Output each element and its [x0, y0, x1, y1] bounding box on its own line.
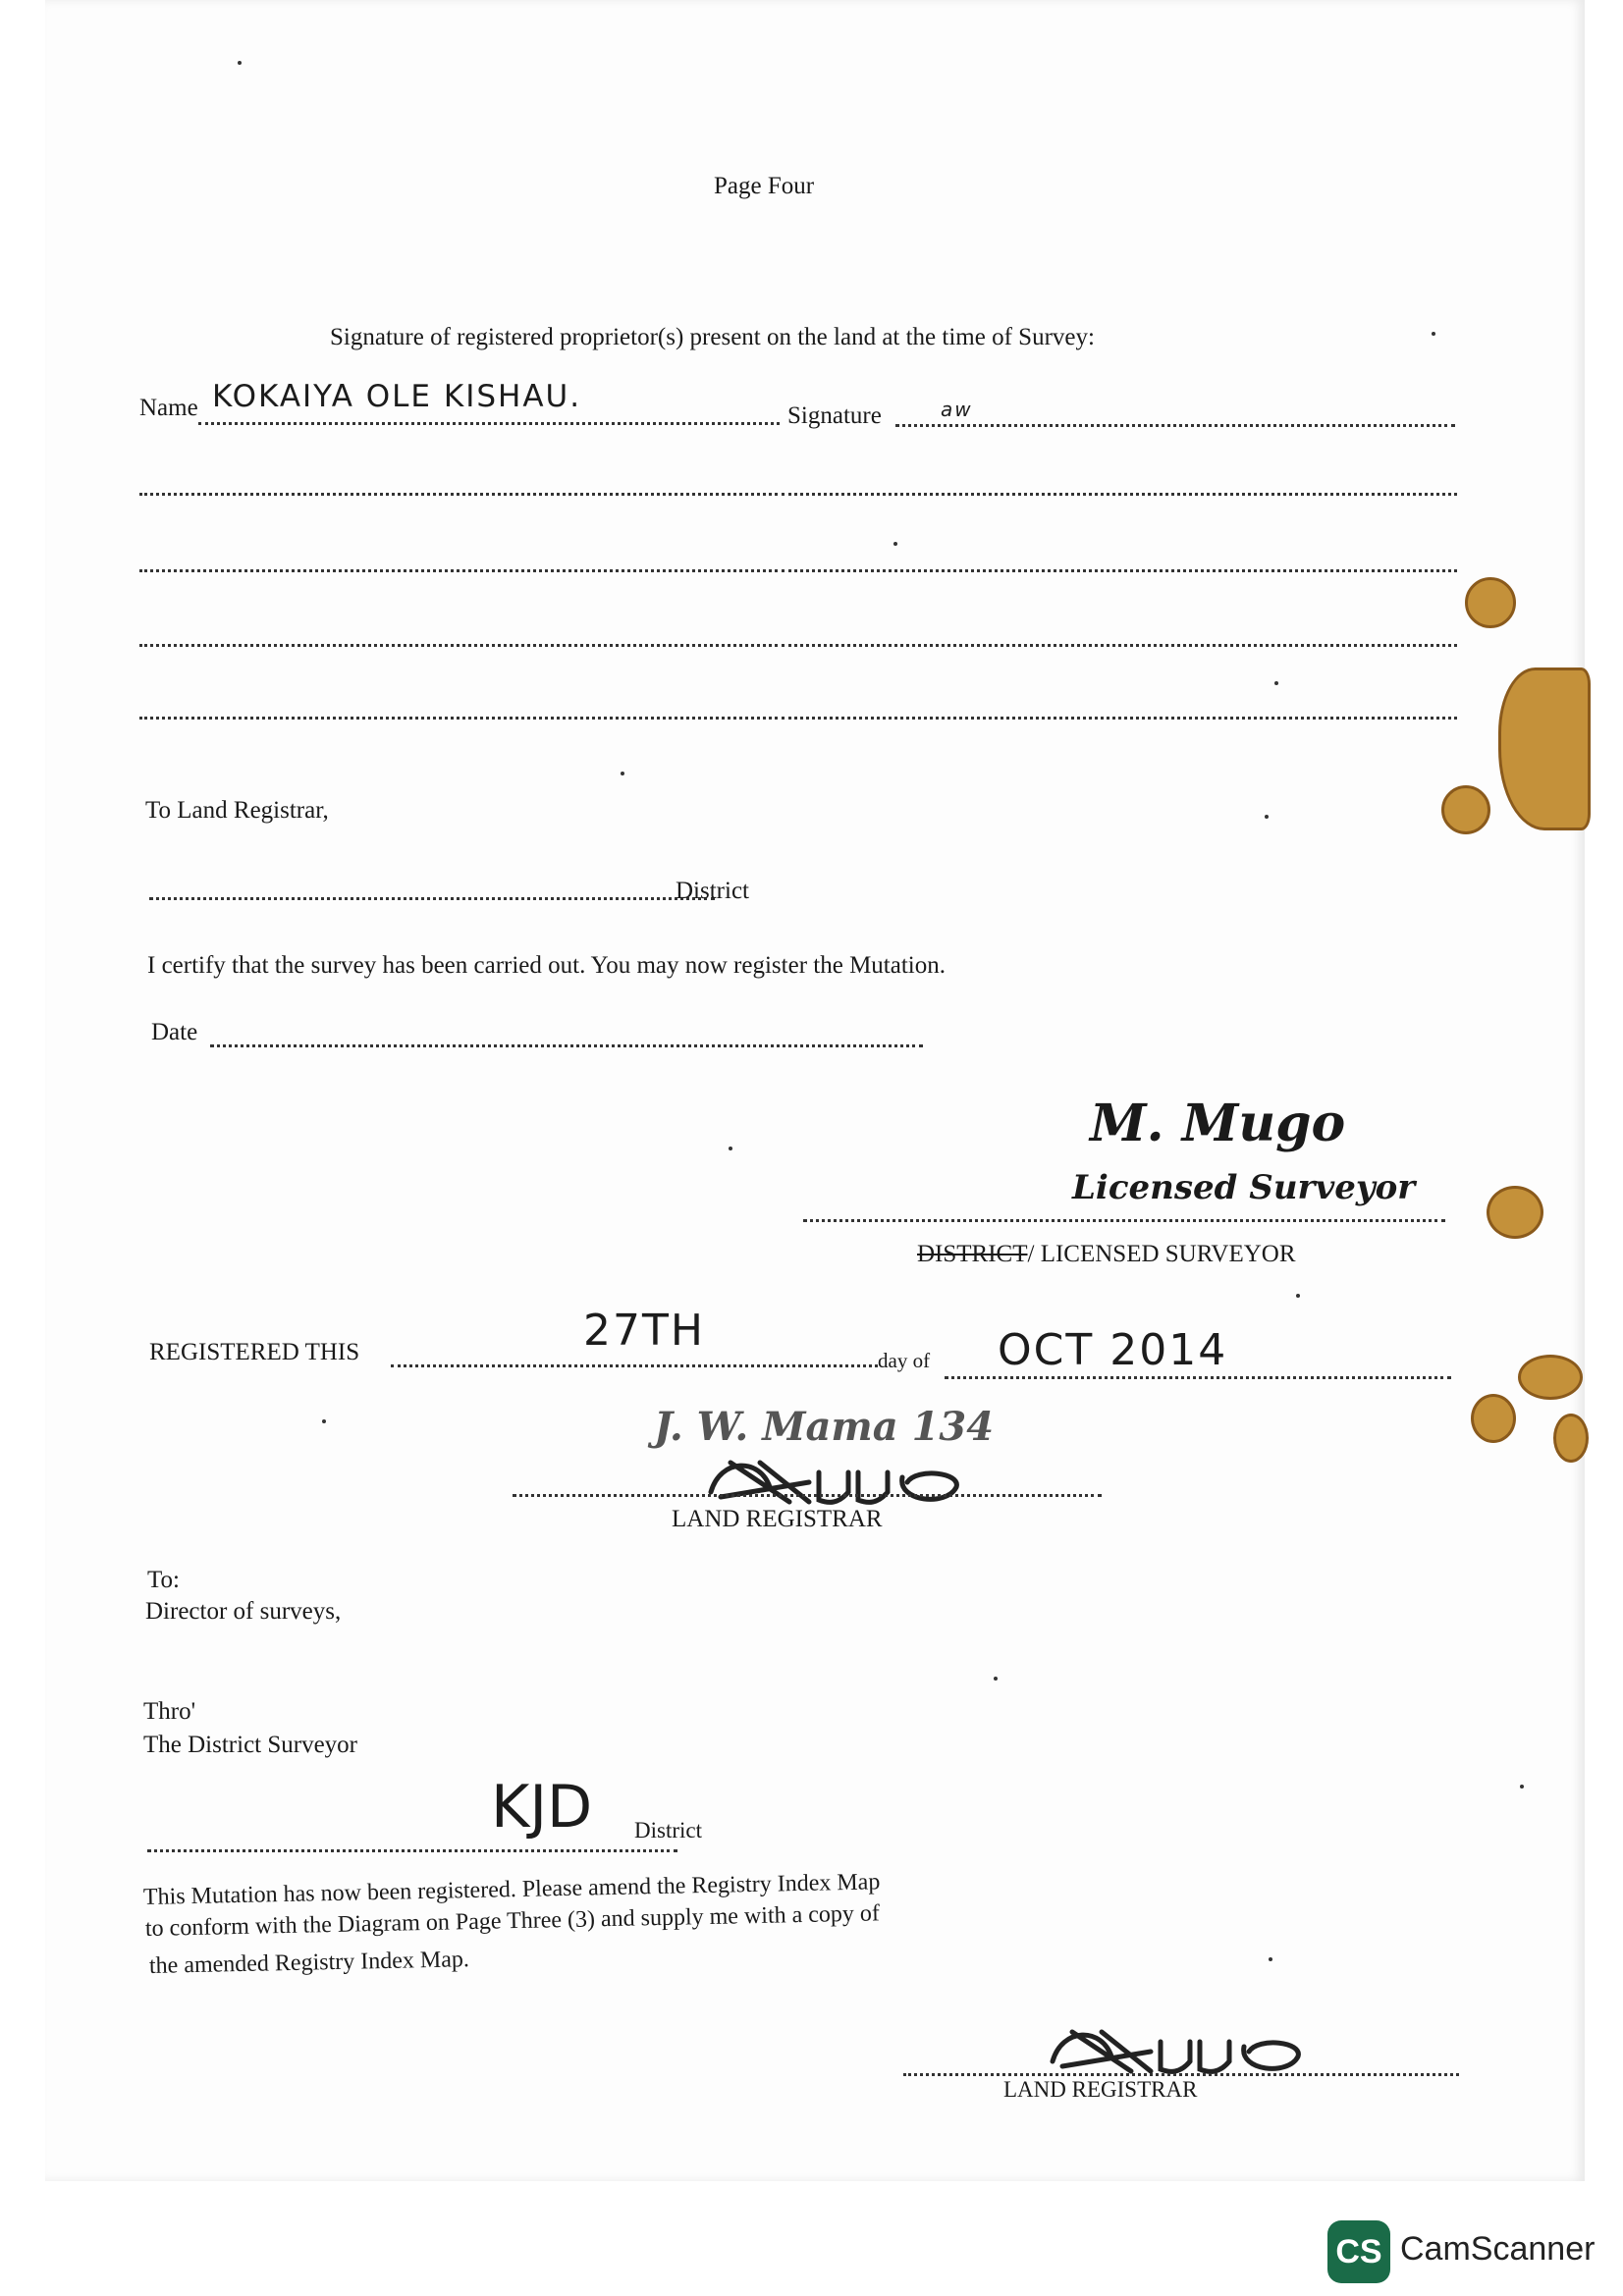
stain — [1498, 667, 1591, 830]
stain — [1553, 1414, 1589, 1463]
certify-text: I certify that the survey has been carried out. You may now register the Mutation. — [147, 952, 946, 979]
surveyor-stamp: Licensed Surveyor — [1072, 1168, 1416, 1207]
registered-this-label: REGISTERED THIS — [149, 1339, 360, 1365]
land-registrar-caption-2: LAND REGISTRAR — [1003, 2077, 1198, 2102]
surveyor-caption-rest: / LICENSED SURVEYOR — [1027, 1241, 1296, 1267]
district-surveyor: The District Surveyor — [143, 1732, 358, 1758]
surveyor-caption — [917, 1241, 1296, 1268]
name-label: Name — [139, 395, 198, 421]
stain — [1471, 1394, 1516, 1443]
to-land-registrar: To Land Registrar, — [145, 797, 329, 824]
director-of-surveys: Director of surveys, — [145, 1598, 342, 1625]
land-registrar-caption: LAND REGISTRAR — [672, 1506, 883, 1532]
stain — [1518, 1355, 1583, 1400]
stain — [1441, 785, 1490, 834]
document-page — [45, 0, 1585, 2181]
date-label: Date — [151, 1019, 198, 1045]
signature-mark: aw — [941, 398, 973, 421]
registrar-stamp-text: J. W. Mama 134 — [654, 1404, 995, 1450]
proprietor-heading: Signature of registered proprietor(s) present on the land at the time of Survey: — [330, 324, 1095, 350]
thro-label: Thro' — [143, 1698, 196, 1725]
registered-day: 27TH — [583, 1306, 705, 1356]
district-value: KJD — [491, 1773, 593, 1842]
surveyor-signature: M. Mugo — [1090, 1094, 1346, 1153]
surveyor-caption-struck: DISTRICT — [917, 1241, 1028, 1267]
day-of-label: day of — [878, 1349, 931, 1372]
district-label: District — [676, 878, 749, 904]
stain — [1487, 1186, 1543, 1239]
mutation-text-line1: This Mutation has now been registered. Please amend the Registry Index Map — [142, 1869, 881, 1910]
registered-month-year: OCT 2014 — [998, 1325, 1228, 1375]
mutation-text-line2: to conform with the Diagram on Page Three (3) and supply me with a copy of — [144, 1900, 881, 1942]
registrar-signature-2-icon — [1043, 2022, 1347, 2081]
camscanner-brand: CamScanner — [1400, 2230, 1596, 2268]
registrar-signature-icon — [701, 1453, 1005, 1512]
district-label-2: District — [634, 1818, 702, 1842]
signature-label: Signature — [787, 402, 882, 429]
to-label: To: — [147, 1567, 180, 1593]
camscanner-logo-icon: CS — [1327, 2220, 1390, 2283]
mutation-text-line3: the amended Registry Index Map. — [148, 1947, 470, 1979]
page-title: Page Four — [714, 173, 815, 199]
name-value: KOKAIYA OLE KISHAU. — [212, 379, 582, 414]
stain — [1465, 577, 1516, 628]
